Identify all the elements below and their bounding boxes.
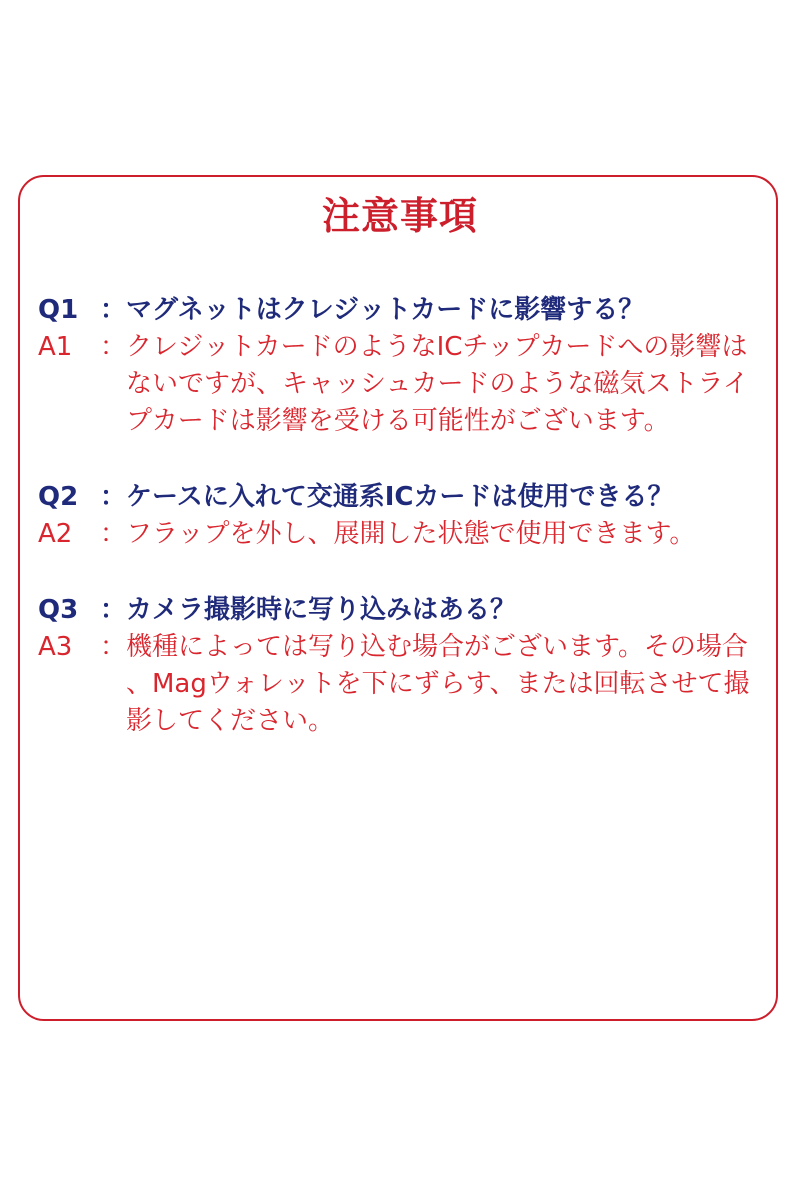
question-text: ケースに入れて交通系ICカードは使用できる？ — [126, 482, 674, 512]
question-label: Q1 — [38, 295, 79, 325]
answer-text: 機種によっては写り込む場合がございます。その場合、Magウォレットを下にずらす、または回転させて撮影してください。 — [126, 632, 750, 736]
answer-label: A2 — [38, 519, 73, 549]
separator: ： — [100, 332, 127, 362]
answer-text: フラップを外し、展開した状態で使用できます。 — [126, 519, 696, 549]
question-label: Q3 — [38, 595, 79, 625]
separator: ： — [100, 295, 127, 325]
faq-item-1 — [38, 292, 773, 440]
separator: ： — [100, 519, 127, 549]
separator: ： — [100, 595, 127, 625]
notice-title: 注意事項 — [321, 194, 478, 238]
faq-item-2 — [38, 479, 773, 553]
question-label: Q2 — [38, 482, 79, 512]
faq-item-3 — [38, 592, 773, 740]
question-2 — [38, 479, 773, 516]
answer-1 — [38, 329, 773, 440]
faq-list — [38, 292, 773, 779]
separator: ： — [100, 482, 127, 512]
answer-label: A1 — [38, 332, 73, 362]
question-text: カメラ撮影時に写り込みはある？ — [126, 595, 517, 625]
question-text: マグネットはクレジットカードに影響する？ — [126, 295, 645, 325]
answer-2 — [38, 516, 773, 553]
answer-label: A3 — [38, 632, 73, 662]
question-1 — [38, 292, 773, 329]
question-3 — [38, 592, 773, 629]
separator: ： — [100, 632, 127, 662]
answer-text: クレジットカードのようなICチップカードへの影響はないですが、キャッシュカードのような磁気ストライプカードは影響を受ける可能性がございます。 — [126, 332, 749, 436]
answer-3 — [38, 629, 773, 740]
